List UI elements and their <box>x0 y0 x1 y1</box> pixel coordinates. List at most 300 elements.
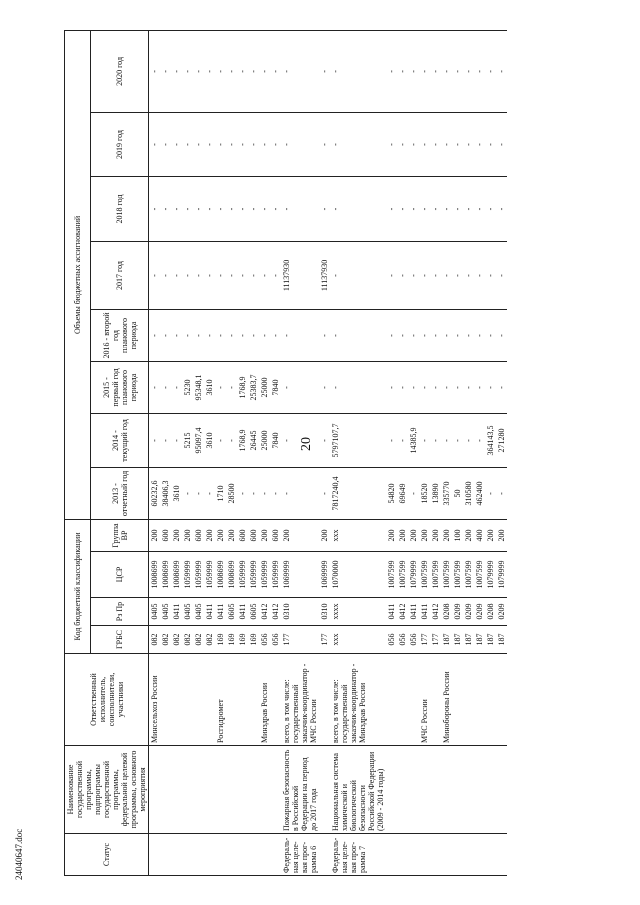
table-row <box>319 30 330 875</box>
cell-vr: 200 <box>204 519 215 551</box>
cell-2020: - <box>248 30 259 112</box>
cell-2020: - <box>259 30 270 112</box>
cell-2015: - <box>485 361 496 413</box>
cell-2017: - <box>193 241 204 309</box>
cell-2017: - <box>237 241 248 309</box>
table-row <box>270 30 281 875</box>
header-2014: 2014 - текущий год <box>91 413 149 467</box>
cell-2014: - <box>386 413 397 467</box>
cell-2015: - <box>386 361 397 413</box>
cell-executor <box>408 654 419 746</box>
cell-2018: - <box>474 176 485 241</box>
cell-csr: 1059999 <box>204 552 215 598</box>
header-rzpr: Рз Пр <box>91 598 149 626</box>
cell-vr: 200 <box>171 519 182 551</box>
cell-vr: 200 <box>419 519 430 551</box>
cell-executor <box>452 654 463 746</box>
cell-2018: - <box>270 176 281 241</box>
cell-vr: 200 <box>485 519 496 551</box>
cell-2020: - <box>171 30 182 112</box>
cell-2020: - <box>160 30 171 112</box>
cell-2017: - <box>204 241 215 309</box>
cell-2014: - <box>474 413 485 467</box>
cell-2020: - <box>485 30 496 112</box>
table-body <box>149 30 508 875</box>
cell-grbs: 169 <box>248 626 259 654</box>
cell-2019: - <box>430 112 441 176</box>
cell-2014: - <box>430 413 441 467</box>
cell-executor <box>171 654 182 746</box>
table-row <box>259 30 270 875</box>
header-grbs: ГРБС <box>91 626 149 654</box>
cell-2016: - <box>160 309 171 361</box>
cell-2019: - <box>204 112 215 176</box>
cell-2013: 54820 <box>386 467 397 519</box>
cell-status <box>452 834 463 876</box>
cell-2018: - <box>171 176 182 241</box>
cell-2018: - <box>319 176 330 241</box>
cell-2019: - <box>160 112 171 176</box>
cell-status <box>193 834 204 876</box>
cell-status <box>149 834 161 876</box>
cell-executor: Минздрав России <box>259 654 270 746</box>
cell-vr: 200 <box>408 519 419 551</box>
cell-2017: - <box>474 241 485 309</box>
cell-2020: - <box>182 30 193 112</box>
cell-csr: 1007599 <box>397 552 408 598</box>
table-row <box>215 30 226 875</box>
cell-2013: 3610 <box>171 467 182 519</box>
cell-2015: 5230 <box>182 361 193 413</box>
cell-2014: 364143,5 <box>485 413 496 467</box>
cell-2020: - <box>441 30 452 112</box>
cell-2018: - <box>397 176 408 241</box>
table-row <box>171 30 182 875</box>
cell-rzpr: 0209 <box>452 598 463 626</box>
cell-2018: - <box>204 176 215 241</box>
table-row <box>182 30 193 875</box>
cell-2015: - <box>397 361 408 413</box>
cell-vr: 600 <box>237 519 248 551</box>
cell-2017: - <box>463 241 474 309</box>
table-row <box>237 30 248 875</box>
cell-2016: - <box>386 309 397 361</box>
cell-executor <box>474 654 485 746</box>
cell-2018: - <box>485 176 496 241</box>
cell-2017: - <box>496 241 507 309</box>
table-row <box>463 30 474 875</box>
cell-2014: - <box>215 413 226 467</box>
cell-2015: - <box>330 361 386 413</box>
cell-2018: - <box>386 176 397 241</box>
cell-rzpr: 0209 <box>463 598 474 626</box>
cell-executor: МЧС России <box>419 654 430 746</box>
header-name: Наименование государственной программы, подпрограммы государственной программы, федеральной целевой программы, основного мероприятия <box>65 746 149 834</box>
cell-csr: 1007599 <box>430 552 441 598</box>
cell-2013: 13890 <box>430 467 441 519</box>
cell-2013: 335770 <box>441 467 452 519</box>
cell-2019: - <box>330 112 386 176</box>
cell-grbs: 177 <box>319 626 330 654</box>
cell-rzpr: 0605 <box>226 598 237 626</box>
cell-status <box>430 834 441 876</box>
cell-2017: - <box>419 241 430 309</box>
header-2015: 2015 - первый год планового периода <box>91 361 149 413</box>
cell-name <box>259 746 270 834</box>
cell-2015: - <box>319 361 330 413</box>
cell-vr: 200 <box>496 519 507 551</box>
cell-executor <box>270 654 281 746</box>
cell-2019: - <box>452 112 463 176</box>
cell-2020: - <box>215 30 226 112</box>
cell-grbs: 177 <box>419 626 430 654</box>
cell-2016: - <box>496 309 507 361</box>
cell-2019: - <box>441 112 452 176</box>
cell-grbs: 169 <box>215 626 226 654</box>
cell-csr: 1007599 <box>441 552 452 598</box>
cell-csr: 1079999 <box>408 552 419 598</box>
cell-2015: - <box>419 361 430 413</box>
cell-csr: 1070000 <box>330 552 386 598</box>
cell-2019: - <box>463 112 474 176</box>
cell-2016: - <box>319 309 330 361</box>
cell-csr: 1007599 <box>463 552 474 598</box>
cell-2020: - <box>319 30 330 112</box>
cell-2018: - <box>160 176 171 241</box>
cell-2018: - <box>226 176 237 241</box>
cell-2019: - <box>319 112 330 176</box>
cell-2019: - <box>419 112 430 176</box>
cell-2018: - <box>259 176 270 241</box>
cell-status <box>319 834 330 876</box>
cell-name <box>485 746 496 834</box>
cell-2015: - <box>408 361 419 413</box>
cell-2015: - <box>215 361 226 413</box>
cell-status <box>485 834 496 876</box>
cell-executor: Минобороны России <box>441 654 452 746</box>
cell-2020: - <box>386 30 397 112</box>
cell-2016: - <box>441 309 452 361</box>
cell-2013: 7817240,4 <box>330 467 386 519</box>
budget-table <box>64 30 507 876</box>
cell-2018: - <box>419 176 430 241</box>
cell-2015: 1768,9 <box>237 361 248 413</box>
cell-2018: - <box>441 176 452 241</box>
cell-2014: 7840 <box>270 413 281 467</box>
cell-2016: - <box>419 309 430 361</box>
cell-executor <box>204 654 215 746</box>
cell-2014: - <box>281 413 319 467</box>
cell-2014: 271280 <box>496 413 507 467</box>
cell-vr: 200 <box>430 519 441 551</box>
cell-vr: 600 <box>193 519 204 551</box>
cell-grbs: 056 <box>397 626 408 654</box>
cell-2019: - <box>248 112 259 176</box>
cell-rzpr: 0411 <box>204 598 215 626</box>
table-row <box>496 30 507 875</box>
cell-grbs: 056 <box>270 626 281 654</box>
cell-2015: - <box>452 361 463 413</box>
cell-grbs: 187 <box>463 626 474 654</box>
cell-2017: - <box>485 241 496 309</box>
cell-name <box>408 746 419 834</box>
cell-vr: 200 <box>215 519 226 551</box>
cell-2013: - <box>408 467 419 519</box>
table-row <box>474 30 485 875</box>
table-row <box>193 30 204 875</box>
cell-2017: - <box>397 241 408 309</box>
cell-2020: - <box>270 30 281 112</box>
cell-2015: - <box>149 361 161 413</box>
cell-csr: 1007599 <box>474 552 485 598</box>
cell-2016: - <box>474 309 485 361</box>
cell-name <box>441 746 452 834</box>
cell-2015: 25383,7 <box>248 361 259 413</box>
cell-2017: 11137930 <box>281 241 319 309</box>
cell-vr: ххх <box>330 519 386 551</box>
cell-2020: - <box>193 30 204 112</box>
cell-grbs: 082 <box>204 626 215 654</box>
cell-vr: 600 <box>160 519 171 551</box>
cell-status <box>182 834 193 876</box>
cell-vr: 200 <box>259 519 270 551</box>
cell-2015: - <box>171 361 182 413</box>
cell-csr: 1059999 <box>248 552 259 598</box>
cell-2017: - <box>386 241 397 309</box>
cell-grbs: 082 <box>160 626 171 654</box>
cell-vr: 200 <box>386 519 397 551</box>
cell-2017: - <box>160 241 171 309</box>
cell-executor <box>248 654 259 746</box>
cell-status <box>160 834 171 876</box>
cell-grbs: 187 <box>441 626 452 654</box>
table-row <box>485 30 496 875</box>
cell-csr: 1008699 <box>226 552 237 598</box>
cell-2019: - <box>215 112 226 176</box>
cell-2018: - <box>248 176 259 241</box>
cell-csr: 1008699 <box>160 552 171 598</box>
cell-2016: - <box>463 309 474 361</box>
cell-2013: - <box>248 467 259 519</box>
cell-grbs: 169 <box>237 626 248 654</box>
cell-2016: - <box>193 309 204 361</box>
cell-2013: 1710 <box>215 467 226 519</box>
cell-2018: - <box>452 176 463 241</box>
cell-status <box>248 834 259 876</box>
cell-2016: - <box>259 309 270 361</box>
cell-2016: - <box>430 309 441 361</box>
cell-status <box>496 834 507 876</box>
cell-2019: - <box>386 112 397 176</box>
cell-2013: 60232,6 <box>149 467 161 519</box>
cell-rzpr: 0405 <box>149 598 161 626</box>
table-row <box>248 30 259 875</box>
cell-2015: 7840 <box>270 361 281 413</box>
cell-2016: - <box>281 309 319 361</box>
cell-status <box>259 834 270 876</box>
cell-2013: 28500 <box>226 467 237 519</box>
cell-rzpr: 0405 <box>182 598 193 626</box>
cell-executor <box>386 654 397 746</box>
cell-vr: 200 <box>319 519 330 551</box>
cell-executor <box>496 654 507 746</box>
cell-status <box>386 834 397 876</box>
table-row <box>452 30 463 875</box>
cell-2020: - <box>430 30 441 112</box>
cell-rzpr: 0208 <box>485 598 496 626</box>
cell-2019: - <box>397 112 408 176</box>
cell-2020: - <box>474 30 485 112</box>
cell-executor <box>237 654 248 746</box>
header-2013: 2013 - отчетный год <box>91 467 149 519</box>
cell-rzpr: 0411 <box>419 598 430 626</box>
cell-2018: - <box>215 176 226 241</box>
cell-rzpr: 0412 <box>397 598 408 626</box>
header-2020: 2020 год <box>91 30 149 112</box>
cell-vr: 600 <box>248 519 259 551</box>
table-row <box>226 30 237 875</box>
cell-2016: - <box>485 309 496 361</box>
cell-executor <box>160 654 171 746</box>
cell-2013: 18520 <box>419 467 430 519</box>
cell-name <box>270 746 281 834</box>
cell-2017: - <box>226 241 237 309</box>
cell-rzpr: 0411 <box>408 598 419 626</box>
cell-2014: - <box>452 413 463 467</box>
cell-grbs: 082 <box>193 626 204 654</box>
cell-2013: 69649 <box>397 467 408 519</box>
header-executor: Ответственный исполнитель, соисполнители, участники <box>65 654 149 746</box>
cell-vr: 200 <box>397 519 408 551</box>
cell-status <box>474 834 485 876</box>
cell-2018: - <box>193 176 204 241</box>
cell-2019: - <box>485 112 496 176</box>
cell-name <box>149 746 161 834</box>
cell-2020: - <box>237 30 248 112</box>
cell-status <box>226 834 237 876</box>
cell-rzpr: 0412 <box>430 598 441 626</box>
cell-2014: - <box>419 413 430 467</box>
cell-csr: 1079999 <box>496 552 507 598</box>
cell-2016: - <box>182 309 193 361</box>
cell-rzpr: 0310 <box>319 598 330 626</box>
cell-2014: - <box>149 413 161 467</box>
cell-rzpr: 0412 <box>270 598 281 626</box>
cell-executor <box>226 654 237 746</box>
cell-csr: 1007599 <box>452 552 463 598</box>
cell-vr: 400 <box>474 519 485 551</box>
cell-2018: - <box>149 176 161 241</box>
cell-name <box>474 746 485 834</box>
cell-name <box>193 746 204 834</box>
cell-grbs: 056 <box>259 626 270 654</box>
cell-status: Федераль-ная целе-вая прог-рамма 6 <box>281 834 319 876</box>
cell-2015: 3610 <box>204 361 215 413</box>
header-code-group: Код бюджетной классификации <box>65 519 91 653</box>
cell-csr: 1059999 <box>237 552 248 598</box>
cell-rzpr: 0411 <box>171 598 182 626</box>
cell-vr: 600 <box>270 519 281 551</box>
cell-status: Федераль-ная целе-вая прог-рамма 7 <box>330 834 386 876</box>
cell-name <box>386 746 397 834</box>
cell-2013: - <box>270 467 281 519</box>
cell-2017: - <box>270 241 281 309</box>
table-row <box>419 30 430 875</box>
cell-2020: - <box>496 30 507 112</box>
page-number: 20 <box>299 437 314 451</box>
cell-grbs: 082 <box>182 626 193 654</box>
cell-2017: - <box>441 241 452 309</box>
cell-name: Пожарная безопасность в Российской Федерации на период до 2017 года <box>281 746 319 834</box>
cell-2018: - <box>182 176 193 241</box>
cell-name <box>496 746 507 834</box>
table-row <box>281 30 319 875</box>
cell-csr: 1059999 <box>182 552 193 598</box>
cell-2020: - <box>408 30 419 112</box>
cell-2020: - <box>419 30 430 112</box>
cell-2016: - <box>330 309 386 361</box>
cell-2017: - <box>248 241 259 309</box>
cell-2020: - <box>463 30 474 112</box>
cell-2013: 310580 <box>463 467 474 519</box>
cell-grbs: 169 <box>226 626 237 654</box>
cell-2015: - <box>160 361 171 413</box>
cell-2019: - <box>149 112 161 176</box>
cell-2014: 14385,9 <box>408 413 419 467</box>
cell-status <box>441 834 452 876</box>
cell-name <box>397 746 408 834</box>
cell-2017: 11137930 <box>319 241 330 309</box>
cell-2015: 95348,1 <box>193 361 204 413</box>
cell-2016: - <box>171 309 182 361</box>
cell-2017: - <box>408 241 419 309</box>
cell-2015: - <box>463 361 474 413</box>
cell-2013: - <box>319 467 330 519</box>
cell-2017: - <box>452 241 463 309</box>
header-2019: 2019 год <box>91 112 149 176</box>
cell-name <box>452 746 463 834</box>
cell-grbs: 056 <box>386 626 397 654</box>
cell-status <box>463 834 474 876</box>
cell-2019: - <box>281 112 319 176</box>
cell-executor <box>193 654 204 746</box>
cell-2019: - <box>408 112 419 176</box>
cell-2018: - <box>496 176 507 241</box>
cell-executor: всего, в том числе: государственный заказчик-координатор - МЧС России <box>281 654 319 746</box>
cell-2014: 25000 <box>259 413 270 467</box>
cell-2013: - <box>237 467 248 519</box>
cell-2015: - <box>441 361 452 413</box>
cell-2014: - <box>160 413 171 467</box>
cell-name <box>248 746 259 834</box>
header-2017: 2017 год <box>91 241 149 309</box>
cell-2019: - <box>182 112 193 176</box>
cell-vr: 200 <box>149 519 161 551</box>
cell-2017: - <box>259 241 270 309</box>
cell-2019: - <box>474 112 485 176</box>
cell-2019: - <box>226 112 237 176</box>
cell-vr: 200 <box>463 519 474 551</box>
document-footer: 24040647.doc <box>14 828 24 880</box>
cell-executor <box>397 654 408 746</box>
cell-2013: - <box>281 467 319 519</box>
cell-2020: - <box>452 30 463 112</box>
table-row <box>160 30 171 875</box>
cell-2015: - <box>496 361 507 413</box>
cell-2016: - <box>149 309 161 361</box>
cell-csr: 1069999 <box>319 552 330 598</box>
cell-2015: - <box>226 361 237 413</box>
